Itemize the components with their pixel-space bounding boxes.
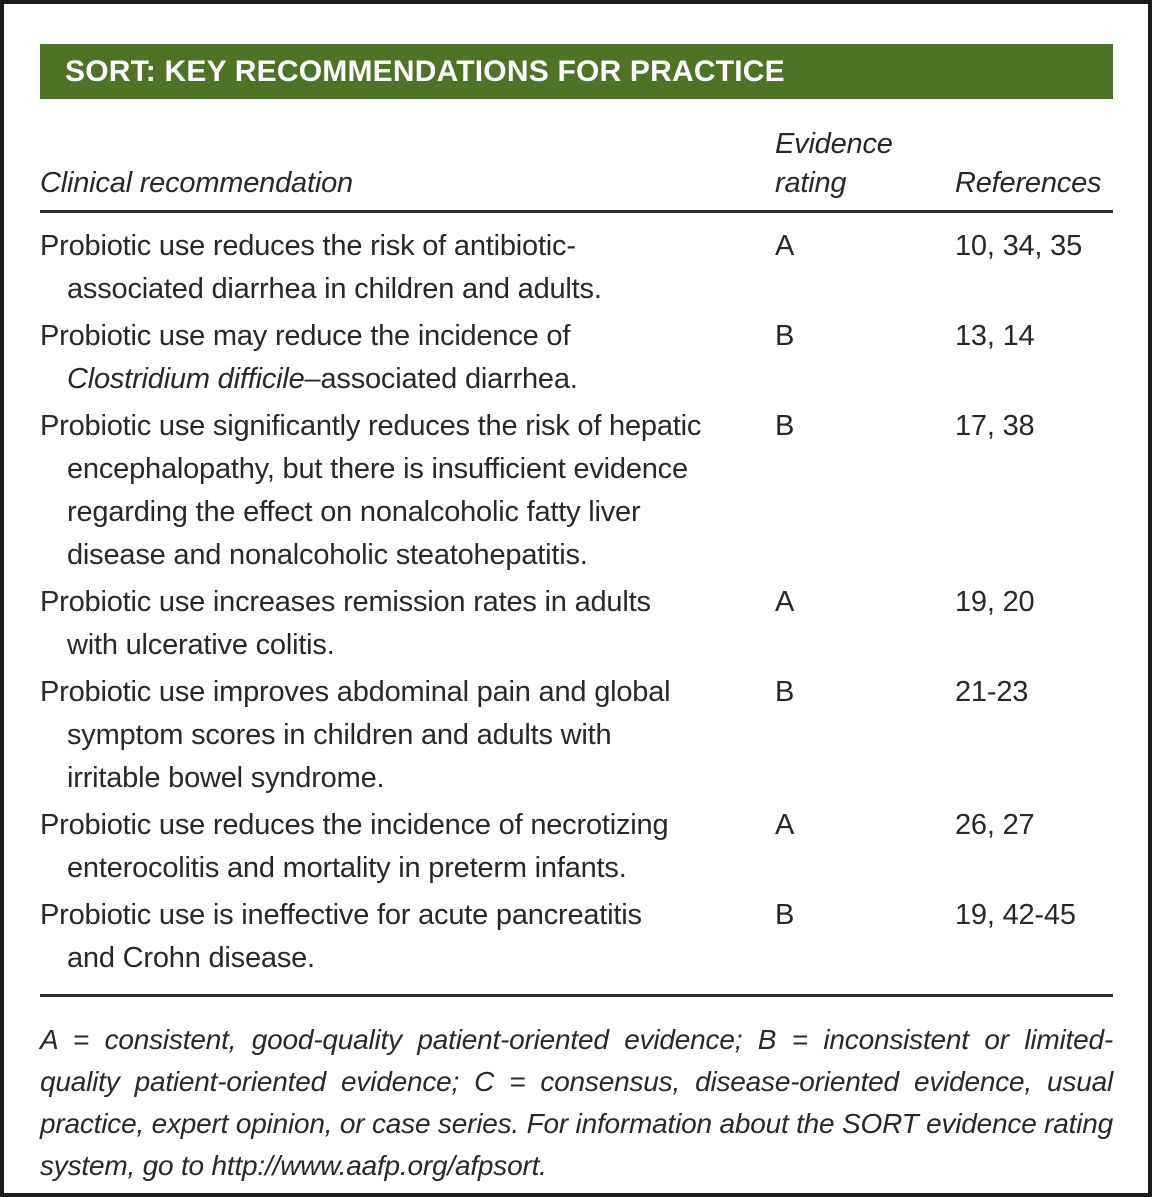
table-row [40,894,1113,980]
col-header-evidence-rating-line2: rating [775,167,847,199]
recommendation-line: Probiotic use increases remission rates in adults [40,586,651,618]
references-cell: 19, 20 [955,586,1035,618]
references-cell: 10, 34, 35 [955,230,1082,262]
recommendation-line: Probiotic use is ineffective for acute pancreatitis [40,899,642,931]
recommendation-line: enterocolitis and mortality in preterm infants. [67,852,627,884]
evidence-rating-cell: B [775,410,795,442]
table-row [40,804,1113,890]
recommendation-line: Clostridium difficile–associated diarrhea. [67,363,578,395]
col-header-references: References [955,167,1102,199]
evidence-rating-cell: B [775,676,795,708]
recommendation-cell [40,894,775,980]
table-row [40,581,1113,667]
recommendation-line: disease and nonalcoholic steatohepatitis. [67,539,588,571]
recommendation-line: encephalopathy, but there is insufficient evidence [67,453,688,485]
references-cell: 13, 14 [955,320,1035,352]
table-bottom-rule [40,994,1113,997]
recommendation-cell [40,581,775,667]
table-row [40,315,1113,401]
table-column-headers [40,125,1113,213]
recommendation-line: and Crohn disease. [67,942,315,974]
evidence-rating-cell: B [775,899,795,931]
col-header-evidence-rating-line1: Evidence [775,128,893,160]
references-cell: 19, 42-45 [955,899,1076,931]
recommendation-line: associated diarrhea in children and adults. [67,273,602,305]
recommendation-line: with ulcerative colitis. [67,629,335,661]
recommendation-line: Probiotic use significantly reduces the risk of hepatic [40,410,702,442]
recommendation-cell [40,405,775,577]
recommendation-cell [40,804,775,890]
table-body [40,213,1113,994]
table-row [40,225,1113,311]
recommendation-line: Probiotic use may reduce the incidence of [40,320,571,352]
col-header-clinical-recommendation: Clinical recommendation [40,167,353,199]
sort-footnote: A = consistent, good-quality patient-oriented evidence; B = inconsistent or limited-quality patient-oriented evidence; C = consensus, disease-oriented evidence, usual practice, expert opinion, or case series. For information about the SORT evidence rating system, go to http://www.aafp.org/afpsort. [40,1024,1113,1181]
recommendation-cell [40,315,775,401]
evidence-rating-cell: A [775,230,795,262]
evidence-rating-cell: B [775,320,795,352]
table-row [40,405,1113,577]
recommendation-cell [40,671,775,800]
evidence-rating-cell: A [775,586,795,618]
references-cell: 17, 38 [955,410,1035,442]
table-title: SORT: KEY RECOMMENDATIONS FOR PRACTICE [65,54,785,88]
recommendation-line: regarding the effect on nonalcoholic fatty liver [67,496,641,528]
recommendation-cell [40,225,775,311]
table-row [40,671,1113,800]
recommendation-line: symptom scores in children and adults with [67,719,612,751]
recommendation-line: Probiotic use reduces the risk of antibiotic- [40,230,576,262]
references-cell: 21-23 [955,676,1029,708]
recommendation-line: Probiotic use improves abdominal pain and global [40,676,671,708]
recommendation-line: Probiotic use reduces the incidence of necrotizing [40,809,669,841]
recommendation-line: irritable bowel syndrome. [67,762,385,794]
references-cell: 26, 27 [955,809,1035,841]
table-title-bar [40,44,1113,99]
evidence-rating-cell: A [775,809,795,841]
col-header-evidence-rating [775,125,955,203]
